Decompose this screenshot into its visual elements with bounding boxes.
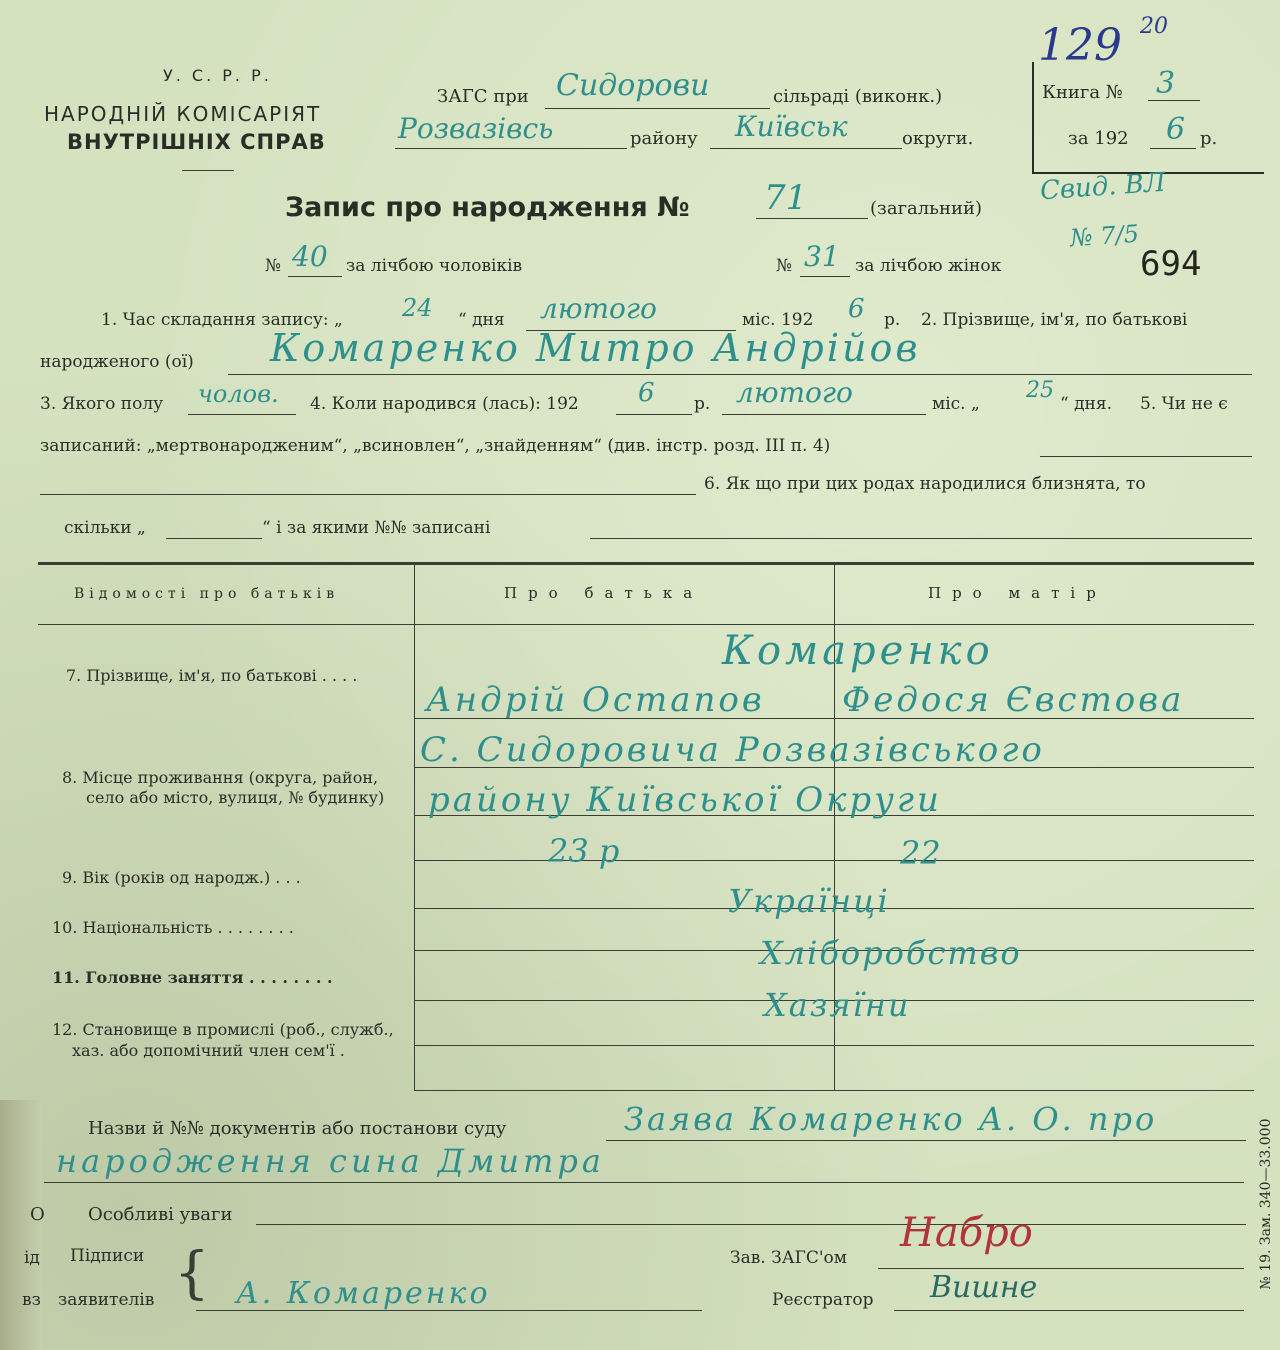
row9-mother-handwritten: 22 xyxy=(900,834,941,872)
table-bottom-rule xyxy=(414,1090,1254,1091)
row12-shared-handwritten: Хазяїни xyxy=(764,986,911,1024)
docs-handwritten: Заява Комаренко А. О. про xyxy=(624,1100,1158,1138)
field4-label: 4. Коли народився (лась): 192 xyxy=(310,394,579,414)
field-line xyxy=(228,374,1252,375)
row12-label2: хаз. або допомічний член сем'ї . xyxy=(72,1041,345,1060)
table-header-info: Відомості про батьків xyxy=(74,586,340,602)
field-line xyxy=(710,148,902,149)
field4-day-suffix: “ дня. xyxy=(1060,394,1113,414)
signatures-label1: Підписи xyxy=(70,1246,145,1266)
women-prefix: № xyxy=(776,256,793,276)
row7-label: 7. Прізвище, ім'я, по батькові . . . . xyxy=(66,666,358,685)
row7-father-handwritten: Андрій Остапов xyxy=(426,680,765,720)
field4-month-suffix: міс. „ xyxy=(932,394,980,414)
row8-shared2-handwritten: району Київської Округи xyxy=(428,780,942,820)
table-row-rule xyxy=(414,860,1254,861)
field-line xyxy=(545,108,770,109)
commissariat-line1: НАРОДНІЙ КОМІСАРІЯТ xyxy=(44,102,322,126)
book-year-handwritten: 6 xyxy=(1166,112,1186,147)
stamp-number: 694 xyxy=(1140,244,1202,284)
field1-year-handwritten: 6 xyxy=(848,294,865,324)
field-line xyxy=(40,494,696,495)
field4-day-handwritten: 25 xyxy=(1026,378,1054,403)
side-print: № 19. Зам. 340—33.000 xyxy=(1258,1118,1274,1290)
field1-month-suffix: міс. 192 xyxy=(742,310,814,330)
field3-sex-handwritten: чолов. xyxy=(198,380,279,408)
field-line xyxy=(188,414,296,415)
row9-label: 9. Вік (років од народж.) . . . xyxy=(62,868,301,887)
field1-year-suffix: р. xyxy=(884,310,901,330)
edge-letter: О xyxy=(30,1204,45,1225)
field3-label: 3. Якого полу xyxy=(40,394,164,414)
field6-label-cont2: “ і за якими №№ записані xyxy=(262,518,491,538)
signatures-brace: { xyxy=(174,1241,210,1306)
field-line xyxy=(590,538,1252,539)
registrar-signature: Вишне xyxy=(930,1270,1038,1305)
men-label: за лічбою чоловіків xyxy=(346,256,523,276)
row10-shared-handwritten: Українці xyxy=(728,882,890,920)
field2-name-handwritten: Комаренко Митро Андрійов xyxy=(270,326,921,370)
docs-handwritten-line2: народження сина Дмитра xyxy=(56,1142,605,1180)
raion-label: району xyxy=(630,128,698,149)
commissariat-line2: ВНУТРІШНІХ СПРАВ xyxy=(67,130,326,154)
side-note2-handwritten: № 7/5 xyxy=(1069,219,1140,253)
zags-prefix: ЗАГС при xyxy=(437,86,529,107)
field1-day-suffix: “ дня xyxy=(458,310,505,330)
field-line xyxy=(756,218,868,219)
zags-head-signature: Набро xyxy=(900,1210,1033,1256)
row7-shared-handwritten: Комаренко xyxy=(722,628,994,674)
field-line xyxy=(44,1182,1244,1183)
table-column-divider xyxy=(414,564,415,1090)
women-number-handwritten: 31 xyxy=(804,240,840,273)
men-prefix: № xyxy=(265,256,282,276)
row10-label: 10. Національність . . . . . . . . xyxy=(52,918,294,937)
zags-head-label: Зав. ЗАГС'ом xyxy=(730,1248,847,1268)
row12-label1: 12. Становище в промислі (роб., служб., xyxy=(52,1020,394,1039)
field2-label-cont: народженого (ої) xyxy=(40,352,194,372)
general-label: (загальний) xyxy=(870,198,982,219)
row11-label: 11. Головне заняття . . . . . . . . xyxy=(52,968,333,987)
field5-label-cont: записаний: „мертвонародженим“, „всиновлен“, „знайденням“ (див. інстр. розд. III п. 4) xyxy=(40,436,831,456)
field1-label: 1. Час складання запису: „ xyxy=(101,310,343,330)
field4-year-suffix: р. xyxy=(694,394,711,414)
row9-father-handwritten: 23 р xyxy=(548,832,620,870)
field-line xyxy=(1150,148,1196,149)
table-header-father: Про батька xyxy=(504,584,704,602)
field-line xyxy=(288,276,342,277)
row7-mother-handwritten: Федося Євстова xyxy=(842,680,1185,720)
divider xyxy=(182,170,234,171)
field-line xyxy=(722,414,926,415)
field-line xyxy=(878,1268,1244,1269)
field-line xyxy=(1148,100,1200,101)
docs-label: Назви й №№ документів або постанови суду xyxy=(88,1118,507,1139)
table-row-rule xyxy=(414,1045,1254,1046)
field-line xyxy=(616,414,692,415)
book-year-suffix: р. xyxy=(1200,128,1218,149)
field-line xyxy=(196,1310,702,1311)
okrug-label: округи. xyxy=(902,128,974,149)
book-label: Книга № xyxy=(1042,82,1123,103)
ussr-label: У. С. Р. Р. xyxy=(163,66,272,85)
remarks-label: Особливі уваги xyxy=(88,1204,233,1225)
field6-label-cont1: скільки „ xyxy=(64,518,146,538)
field-line xyxy=(1040,456,1252,457)
left-edge-fragment xyxy=(0,1100,42,1350)
book-number-handwritten: 3 xyxy=(1156,66,1176,101)
row8-label1: 8. Місце проживання (округа, район, xyxy=(62,768,379,787)
register-number-sup: 20 xyxy=(1140,14,1168,39)
field6-label: 6. Як що при цих родах народилися близнята, то xyxy=(704,474,1146,494)
field4-year-handwritten: 6 xyxy=(638,378,655,408)
field-line xyxy=(800,276,850,277)
field-line xyxy=(256,1224,1246,1225)
registrar-label: Реєстратор xyxy=(772,1290,874,1310)
men-number-handwritten: 40 xyxy=(292,240,328,273)
signatures-label2: заявителів xyxy=(58,1290,155,1310)
edge-letter: вз xyxy=(22,1290,41,1310)
field5-label: 5. Чи не є xyxy=(1140,394,1228,414)
edge-letter: ід xyxy=(24,1248,40,1268)
register-number-handwritten: 129 xyxy=(1038,20,1122,71)
table-top-rule xyxy=(38,562,1254,565)
book-box xyxy=(1032,62,1264,174)
row8-shared1-handwritten: С. Сидоровича Розвазівського xyxy=(420,730,1045,770)
row8-label2: село або місто, вулиця, № будинку) xyxy=(86,788,385,807)
applicant-signature: А. Комаренко xyxy=(236,1276,491,1311)
field-line xyxy=(395,148,627,149)
book-year-prefix: за 192 xyxy=(1068,128,1129,149)
silradi-label: сільраді (виконк.) xyxy=(773,86,943,107)
field-line xyxy=(606,1140,1246,1141)
record-title: Запис про народження № xyxy=(285,192,690,223)
zags-village-handwritten: Сидорови xyxy=(556,68,710,103)
field1-day-handwritten: 24 xyxy=(402,294,433,322)
field1-month-handwritten: лютого xyxy=(540,292,657,325)
table-header-mother: Про матір xyxy=(928,584,1107,602)
side-note-handwritten: Свид. ВЛ xyxy=(1039,167,1167,207)
row11-shared-handwritten: Хліборобство xyxy=(760,934,1022,972)
field2-label: 2. Прізвище, ім'я, по батькові xyxy=(921,310,1188,330)
field4-month-handwritten: лютого xyxy=(736,376,853,409)
field-line xyxy=(166,538,262,539)
women-label: за лічбою жінок xyxy=(855,256,1002,276)
okrug-handwritten: Київськ xyxy=(735,110,848,143)
field-line xyxy=(894,1310,1244,1311)
general-number-handwritten: 71 xyxy=(764,178,808,218)
raion-handwritten: Розвазівсь xyxy=(398,112,554,145)
table-header-rule xyxy=(38,624,1254,625)
